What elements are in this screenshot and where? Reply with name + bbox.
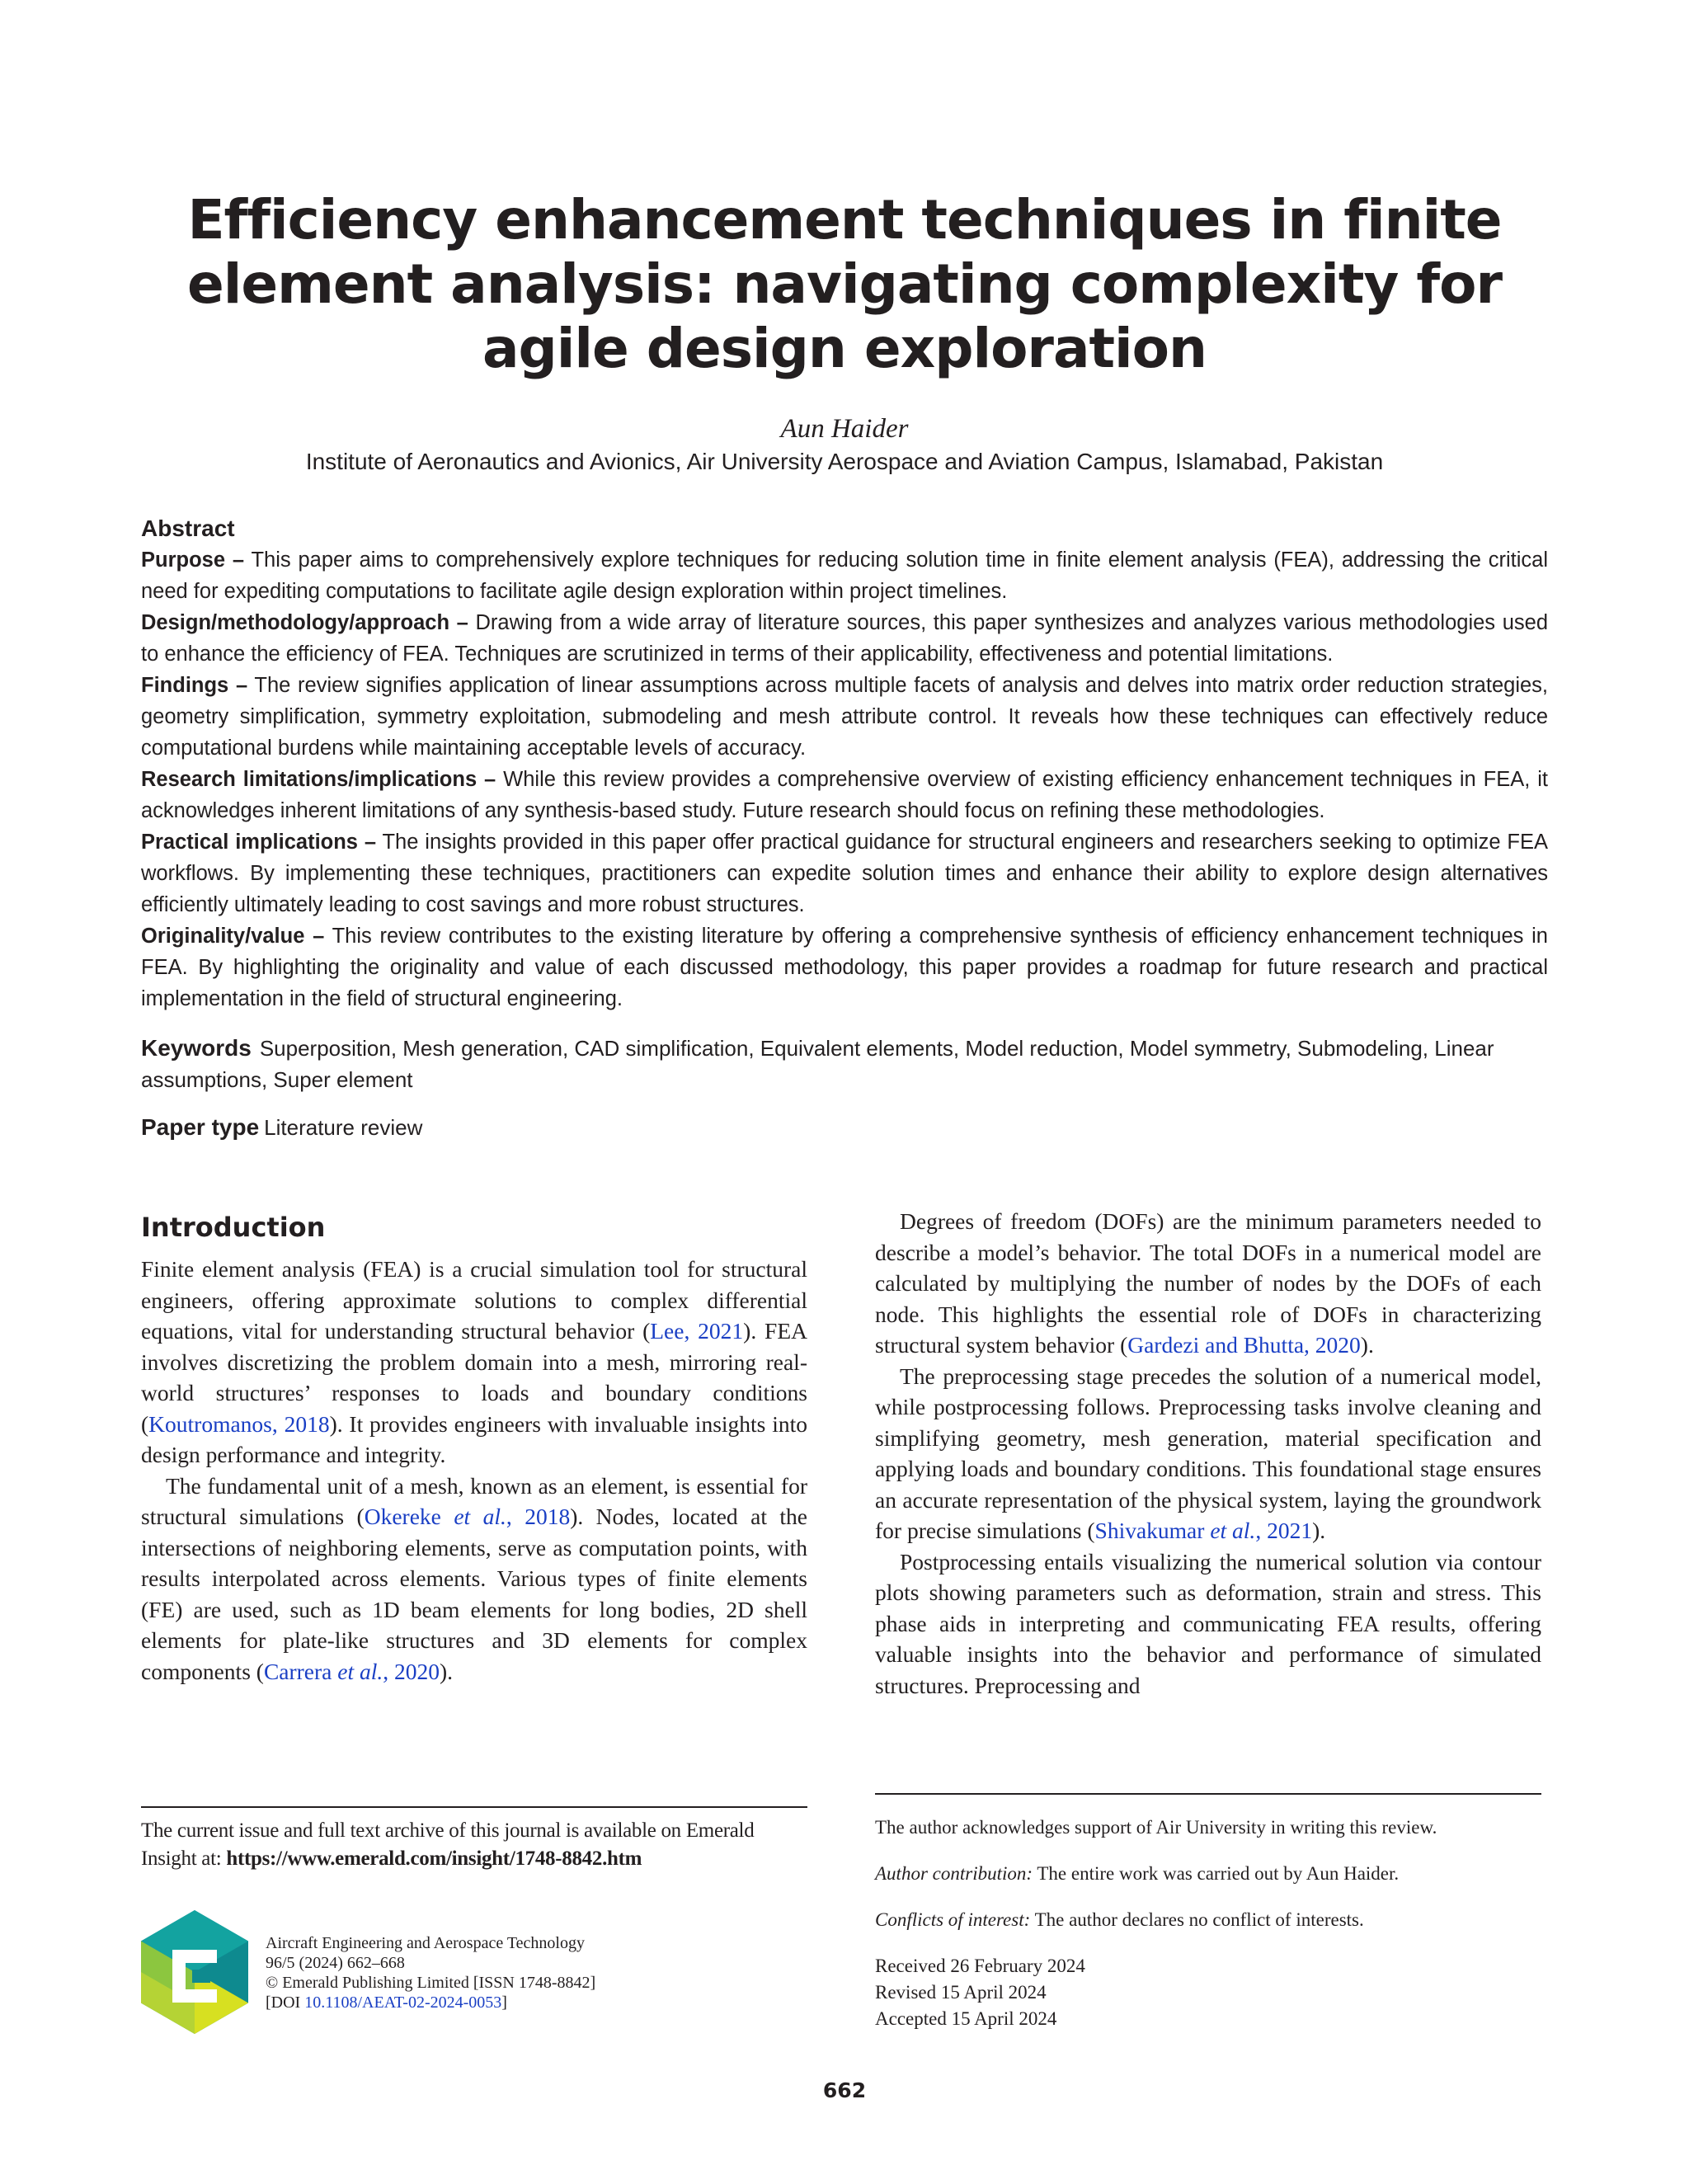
- intro-p3-text-b: ).: [1360, 1332, 1374, 1358]
- abstract-practical: [141, 826, 1548, 920]
- journal-volume: 96/5 (2024) 662–668: [266, 1954, 405, 1972]
- journal-doi: [266, 1993, 793, 2012]
- author-contribution-text: The entire work was carried out by Aun Haider.: [1033, 1863, 1400, 1884]
- abstract-practical-label: Practical implications –: [141, 831, 377, 854]
- citation-etal: et al.: [337, 1658, 383, 1684]
- doi-prefix: [DOI: [266, 1993, 305, 2012]
- journal-name: Aircraft Engineering and Aerospace Technology: [266, 1934, 585, 1952]
- citation-link[interactable]: Koutromanos, 2018: [148, 1410, 330, 1437]
- paper-type-text: Literature review: [264, 1115, 423, 1140]
- abstract-originality: [141, 920, 1548, 1014]
- acknowledgement: The author acknowledges support of Air University in writing this review.: [875, 1817, 1437, 1838]
- author-contribution: [875, 1861, 1541, 1887]
- intro-p2-text-c: ).: [440, 1658, 454, 1684]
- abstract-purpose: [141, 544, 1548, 607]
- abstract-section: [141, 513, 1548, 1014]
- conflicts-of-interest: [875, 1907, 1541, 1933]
- doi-suffix: ]: [501, 1993, 507, 2012]
- intro-p1-text-b: ). FEA involves discretizing the problem domain into a mesh, mirroring real-world structures’ responses to loads and boundary conditions (: [141, 1318, 807, 1437]
- paper-type-label: Paper type: [141, 1114, 260, 1140]
- intro-p4-text-a: The preprocessing stage precedes the solution of a numerical model, while postprocessing follows. Preprocessing tasks involve cleaning and simplifying geometry, mesh generation, material specification and applying loads and boundary conditions. This foundational stage ensures an accurate representation of the physical system, laying the groundwork for precise simulations (: [875, 1363, 1541, 1543]
- doi-link[interactable]: 10.1108/AEAT-02-2024-0053: [304, 1993, 502, 2012]
- abstract-purpose-text: This paper aims to comprehensively explore techniques for reducing solution time in finite element analysis (FEA), addressing the critical need for expediting computations to facilitate agile design exploration within project timelines.: [141, 548, 1548, 603]
- article-dates: [875, 1953, 1541, 2032]
- abstract-limitations: [141, 764, 1548, 826]
- article-notes: [875, 1815, 1541, 2052]
- intro-paragraph-1: [141, 1254, 807, 1471]
- conflicts-label: Conflicts of interest:: [875, 1909, 1031, 1930]
- abstract-findings: [141, 670, 1548, 764]
- abstract-design-label: Design/methodology/approach –: [141, 611, 468, 634]
- citation-year: , 2018: [506, 1504, 571, 1529]
- footer-divider-left: [141, 1806, 807, 1808]
- keywords: [141, 1033, 1548, 1095]
- author-name: Aun Haider: [780, 414, 909, 444]
- journal-publisher: © Emerald Publishing Limited [ISSN 1748-8842]: [266, 1974, 596, 1992]
- intro-p1-text-a: Finite element analysis (FEA) is a crucial simulation tool for structural engineers, offering approximate solutions to complex differential equations, vital for understanding structural behavior (: [141, 1256, 807, 1344]
- citation-etal: et al.: [454, 1504, 506, 1529]
- right-column: [875, 1206, 1541, 1701]
- author-contribution-label: Author contribution:: [875, 1863, 1033, 1884]
- abstract-design: [141, 607, 1548, 670]
- archive-notice: [141, 1817, 807, 1873]
- citation-link[interactable]: Lee, 2021: [650, 1318, 744, 1344]
- received-date: Received 26 February 2024: [875, 1956, 1085, 1976]
- citation-year: , 2020: [383, 1658, 440, 1684]
- citation-etal: et al.: [1210, 1518, 1256, 1543]
- author-affiliation: Institute of Aeronautics and Avionics, Air University Aerospace and Aviation Campus, Islamabad, Pakistan: [305, 449, 1384, 474]
- abstract-design-text: Drawing from a wide array of literature sources, this paper synthesizes and analyzes various methodologies used to enhance the efficiency of FEA. Techniques are scrutinized in terms of their applicability, effectiveness and potential limitations.: [141, 611, 1548, 666]
- intro-paragraph-3: [875, 1206, 1541, 1361]
- page-number: 662: [822, 2078, 867, 2102]
- citation-link[interactable]: [264, 1659, 440, 1684]
- journal-info: [266, 1933, 793, 2012]
- intro-paragraph-4: [875, 1361, 1541, 1546]
- citation-author: Okereke: [364, 1504, 454, 1529]
- accepted-date: Accepted 15 April 2024: [875, 2008, 1057, 2029]
- abstract-findings-label: Findings –: [141, 674, 248, 697]
- citation-year: , 2021: [1255, 1518, 1313, 1543]
- citation-link[interactable]: [365, 1504, 570, 1529]
- intro-p2-text-b: ). Nodes, located at the intersections of neighboring elements, serve as computation points, with results interpolated across elements. Various types of finite elements (FE) are used, such as 1D beam elements for long bodies, 2D shell elements for plate-like structures and 3D elements for complex components (: [141, 1504, 808, 1684]
- intro-p3-text-a: Degrees of freedom (DOFs) are the minimum parameters needed to describe a model’s behavior. The total DOFs in a numerical model are calculated by multiplying the number of nodes by the DOFs of each node. This highlights the essential role of DOFs in characterizing structural system behavior (: [875, 1208, 1541, 1358]
- intro-paragraph-2: [141, 1471, 807, 1687]
- abstract-originality-text: This review contributes to the existing literature by offering a comprehensive synthesis of efficiency enhancement techniques in FEA. By highlighting the originality and value of each discussed methodology, this paper provides a roadmap for future research and practical implementation in the field of structural engineering.: [141, 925, 1548, 1010]
- left-column: [141, 1254, 807, 1687]
- revised-date: Revised 15 April 2024: [875, 1982, 1047, 2003]
- intro-p4-text-b: ).: [1312, 1518, 1326, 1543]
- citation-author: Shivakumar: [1094, 1518, 1211, 1543]
- intro-p1-text-c: ). It provides engineers with invaluable insights into design performance and integrity.: [141, 1410, 807, 1467]
- abstract-practical-text: The insights provided in this paper offer practical guidance for structural engineers and researchers seeking to optimize FEA workflows. By implementing these techniques, practitioners can expedite solution times and enhance their ability to explore design alternatives efficiently ultimately leading to cost savings and more robust structures.: [141, 831, 1549, 916]
- intro-p2-text-a: The fundamental unit of a mesh, known as an element, is essential for structural simulations (: [141, 1472, 807, 1529]
- emerald-publishing-logo-icon: [141, 1910, 248, 2034]
- abstract-heading: Abstract: [141, 515, 235, 541]
- abstract-originality-label: Originality/value –: [141, 925, 325, 948]
- abstract-purpose-label: Purpose –: [141, 548, 245, 572]
- abstract-limitations-label: Research limitations/implications –: [141, 768, 496, 791]
- citation-link[interactable]: [1095, 1518, 1313, 1543]
- keywords-text: Superposition, Mesh generation, CAD simplification, Equivalent elements, Model reduction, Model symmetry, Submodeling, Linear assumptions, Super element: [141, 1036, 1494, 1092]
- citation-author: Carrera: [263, 1658, 338, 1684]
- footer-divider-right: [875, 1793, 1541, 1795]
- paper-type: [141, 1112, 966, 1143]
- article-title: Efficiency enhancement techniques in finite element analysis: navigating complexity for agile design exploration: [186, 188, 1502, 380]
- abstract-findings-text: The review signifies application of linear assumptions across multiple facets of analysis and delves into matrix order reduction strategies, geometry simplification, symmetry exploitation, submodeling and mesh attribute control. It reveals how these techniques can effectively reduce computational burdens while maintaining acceptable levels of accuracy.: [141, 674, 1548, 760]
- introduction-heading: Introduction: [141, 1212, 326, 1243]
- citation-link[interactable]: Gardezi and Bhutta, 2020: [1127, 1332, 1361, 1358]
- intro-paragraph-5: Postprocessing entails visualizing the numerical solution via contour plots showing parameters such as deformation, strain and stress. This phase aids in interpreting and communicating FEA results, offering valuable insights into the behavior and performance of simulated structures. Preprocessing and: [875, 1548, 1541, 1698]
- keywords-label: Keywords: [141, 1035, 252, 1061]
- conflicts-text: The author declares no conflict of interests.: [1030, 1909, 1364, 1930]
- archive-url-link[interactable]: https://www.emerald.com/insight/1748-8842.htm: [226, 1847, 642, 1870]
- abstract-limitations-text: While this review provides a comprehensive overview of existing efficiency enhancement techniques in FEA, it acknowledges inherent limitations of any synthesis-based study. Future research should focus on refining these methodologies.: [141, 768, 1548, 822]
- archive-text: The current issue and full text archive of this journal is available on Emerald Insight at:: [141, 1819, 755, 1870]
